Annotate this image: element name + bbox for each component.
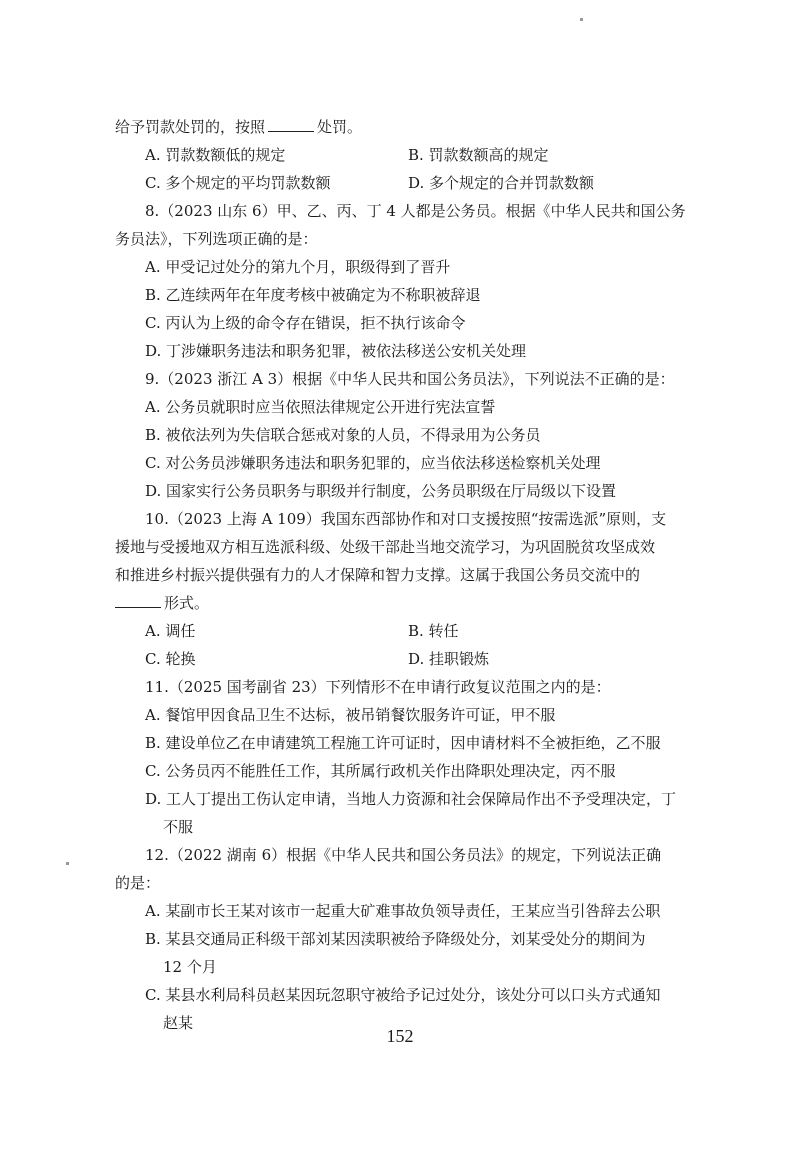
q11-option-d-line1: D. 工人丁提出工伤认定申请，当地人力资源和社会保障局作出不予受理决定，丁 (145, 790, 677, 808)
q9-option-a: A. 公务员就职时应当依照法律规定公开进行宪法宣誓 (145, 398, 496, 416)
q11-option-a: A. 餐馆甲因食品卫生不达标，被吊销餐饮服务许可证，甲不服 (145, 706, 556, 724)
q12-option-a: A. 某副市长王某对该市一起重大矿难事故负领导责任，王某应当引咎辞去公职 (145, 902, 661, 920)
q7-stem-pre: 给予罚款处罚的，按照 (115, 118, 266, 136)
q10-option-d: D. 挂职锻炼 (408, 650, 490, 668)
q8-option-c: C. 丙认为上级的命令存在错误，拒不执行该命令 (145, 314, 466, 332)
q8-stem-line2: 务员法》，下列选项正确的是： (115, 230, 318, 248)
scan-speck (580, 18, 583, 21)
q10-option-c: C. 轮换 (145, 650, 196, 668)
q8-stem-line1: 8.（2023 山东 6）甲、乙、丙、丁 4 人都是公务员。根据《中华人民共和国公务 (145, 202, 686, 220)
q7-stem (115, 117, 362, 137)
q7-option-a: A. 罚款数额低的规定 (145, 146, 286, 164)
q9-option-b: B. 被依法列为失信联合惩戒对象的人员，不得录用为公务员 (145, 426, 541, 444)
scan-speck (66, 862, 69, 865)
q10-stem-line4-post: 形式。 (164, 594, 210, 612)
q12-stem-line1: 12.（2022 湖南 6）根据《中华人民共和国公务员法》的规定，下列说法正确 (145, 846, 662, 864)
q10-answer-blank (115, 593, 161, 608)
q12-option-b-line2: 12 个月 (163, 958, 217, 976)
page-number: 152 (386, 1026, 414, 1046)
q9-option-c: C. 对公务员涉嫌职务违法和职务犯罪的，应当依法移送检察机关处理 (145, 454, 601, 472)
q8-option-a: A. 甲受记过处分的第九个月，职级得到了晋升 (145, 258, 451, 276)
q11-option-c: C. 公务员丙不能胜任工作，其所属行政机关作出降职处理决定，丙不服 (145, 762, 616, 780)
q11-stem-line1: 11.（2025 国考副省 23）下列情形不在申请行政复议范围之内的是： (145, 678, 611, 696)
q8-option-b: B. 乙连续两年在年度考核中被确定为不称职被辞退 (145, 286, 481, 304)
q10-stem-line4 (115, 593, 209, 613)
q12-option-c-line2: 赵某 (163, 1014, 194, 1032)
q12-option-c-line1: C. 某县水利局科员赵某因玩忽职守被给予记过处分，该处分可以口头方式通知 (145, 986, 661, 1004)
q7-option-c: C. 多个规定的平均罚款数额 (145, 174, 331, 192)
q10-stem-line2: 援地与受援地双方相互选派科级、处级干部赴当地交流学习，为巩固脱贫攻坚成效 (115, 538, 656, 556)
q9-stem-line1: 9.（2023 浙江 A 3）根据《中华人民共和国公务员法》，下列说法不正确的是： (145, 370, 675, 388)
q10-stem-line3: 和推进乡村振兴提供强有力的人才保障和智力支撑。这属于我国公务员交流中的 (115, 566, 641, 584)
q12-option-b-line1: B. 某县交通局正科级干部刘某因渎职被给予降级处分，刘某受处分的期间为 (145, 930, 646, 948)
q7-stem-post: 处罚。 (317, 118, 363, 136)
q11-option-d-line2: 不服 (163, 818, 194, 836)
q7-answer-blank (268, 117, 314, 132)
q12-stem-line2: 的是： (115, 874, 161, 892)
q8-option-d: D. 丁涉嫌职务违法和职务犯罪，被依法移送公安机关处理 (145, 342, 527, 360)
q10-option-b: B. 转任 (408, 622, 459, 640)
q10-stem-line1: 10.（2023 上海 A 109）我国东西部协作和对口支援按照“按需选派”原则，支 (145, 510, 667, 528)
q9-option-d: D. 国家实行公务员职务与职级并行制度，公务员职级在厅局级以下设置 (145, 482, 617, 500)
q11-option-b: B. 建设单位乙在申请建筑工程施工许可证时，因申请材料不全被拒绝，乙不服 (145, 734, 661, 752)
q7-option-d: D. 多个规定的合并罚款数额 (408, 174, 595, 192)
q10-option-a: A. 调任 (145, 622, 196, 640)
q7-option-b: B. 罚款数额高的规定 (408, 146, 549, 164)
